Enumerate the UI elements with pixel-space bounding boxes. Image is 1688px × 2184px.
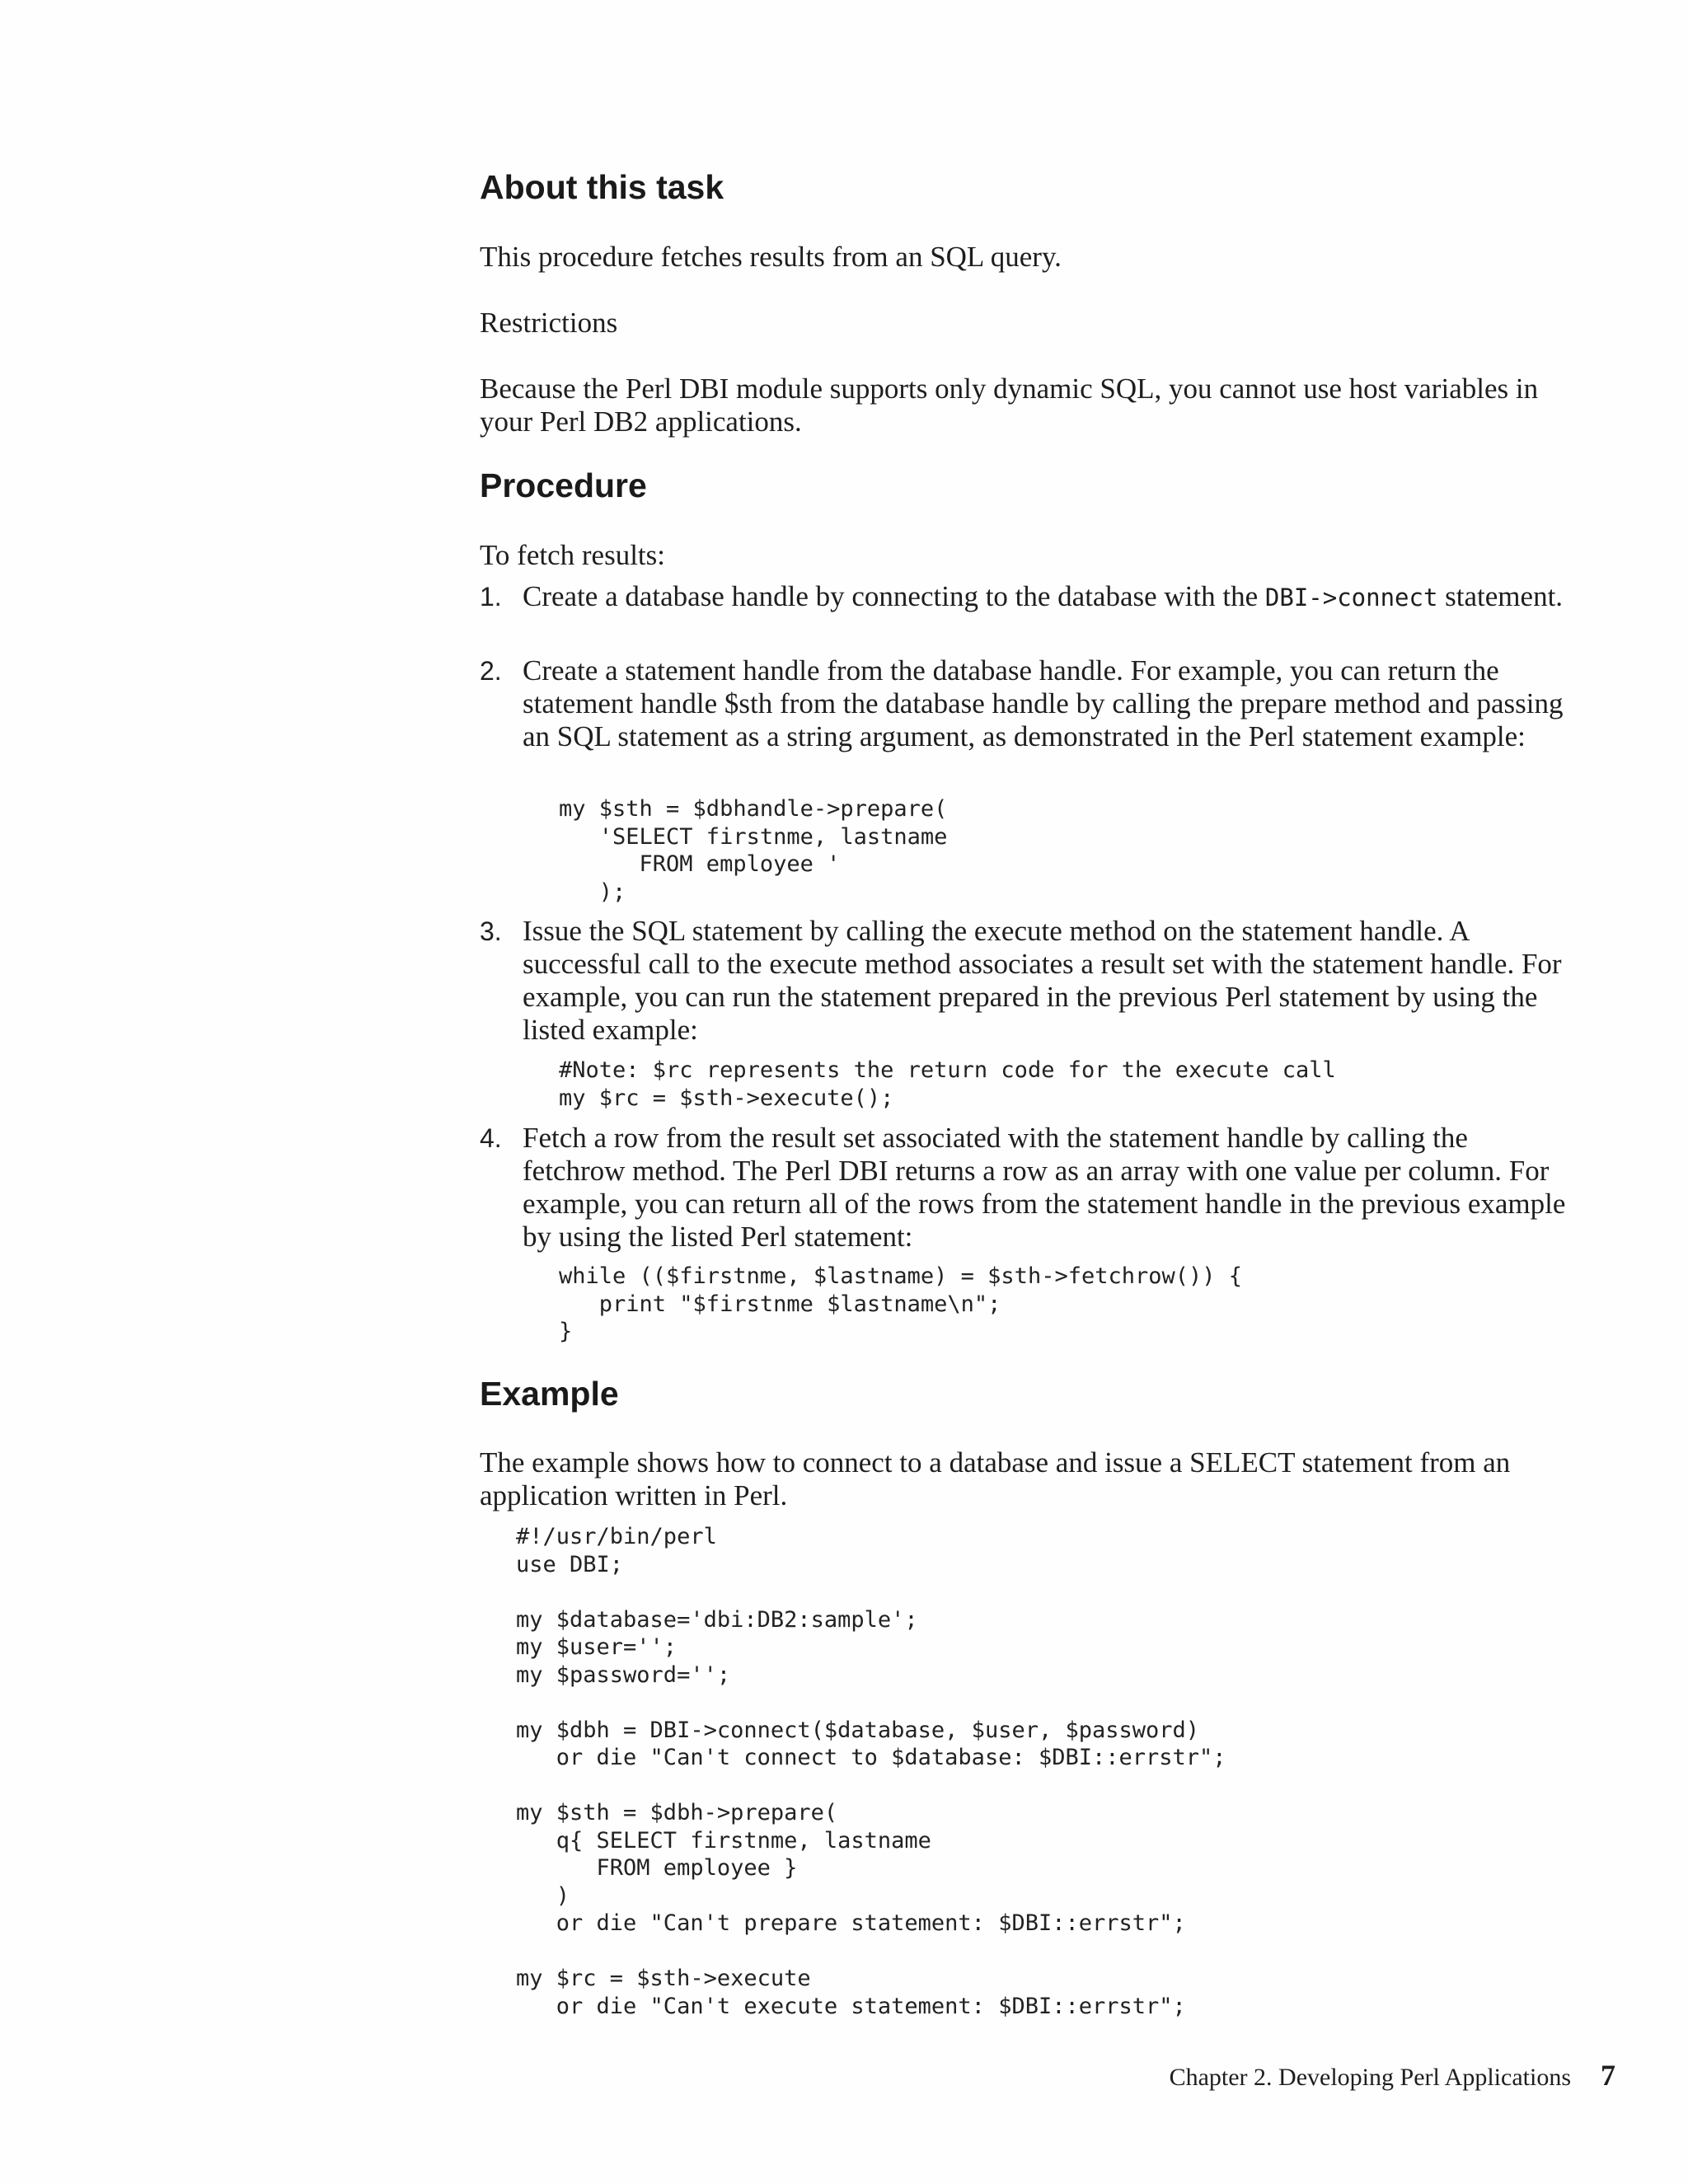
example-text: The example shows how to connect to a database and issue a SELECT statement from an application written in Perl. [480, 1446, 1511, 1511]
about-intro: This procedure fetches results from an SQL query. [480, 241, 1062, 273]
step-number: 1. [480, 582, 502, 612]
page-number: 7 [1601, 2059, 1615, 2092]
step-text-before: Create a database handle by connecting to the database with the [523, 580, 1265, 612]
step-text: Fetch a row from the result set associated with the statement handle by calling the fetchrow method. The Perl DBI returns a row as an array with one value per column. For example, you can return all of the rows from the statement handle in the previous example by using the listed Perl statement: [523, 1122, 1566, 1253]
code-block-example: #!/usr/bin/perl use DBI; my $database='dbi:DB2:sample'; my $user=''; my $password=''; my $dbh = DBI->connect($database, $user, $password) or die "Can't connect to $database: $DBI::errstr"; my $sth = $dbh->prepare( q{ SELECT firstnme, lastname FROM employee } ) or die "Can't prepare statement: $DBI::errstr"; my $rc = $sth->execute or die "Can't execute statement: $DBI::errstr"; [516, 1524, 1226, 2019]
restrictions-label: Restrictions [480, 307, 618, 339]
procedure-lead: To fetch results: [480, 539, 665, 571]
code-block-execute: #Note: $rc represents the return code for the execute call my $rc = $sth->execute(); [559, 1057, 1336, 1111]
procedure-heading: Procedure [480, 466, 647, 504]
about-heading: About this task [480, 168, 724, 206]
code-block-prepare: my $sth = $dbhandle->prepare( 'SELECT firstnme, lastname FROM employee ' ); [559, 796, 948, 905]
restrictions-text: Because the Perl DBI module supports only dynamic SQL, you cannot use host variables in your Perl DB2 applications. [480, 373, 1539, 438]
inline-code: DBI->connect [1264, 583, 1438, 612]
example-heading: Example [480, 1375, 619, 1413]
footer-chapter: Chapter 2. Developing Perl Applications [1169, 2064, 1571, 2091]
step-text: Create a statement handle from the database handle. For example, you can return the statement handle $sth from the database handle by calling the prepare method and passing an SQL statement as a string argument, as demonstrated in the Perl statement example: [523, 654, 1564, 752]
step-number: 2. [480, 656, 502, 686]
step-number: 4. [480, 1123, 502, 1153]
code-block-fetchrow: while (($firstnme, $lastname) = $sth->fetchrow()) { print "$firstnme $lastname\n"; } [559, 1263, 1243, 1344]
step-text [523, 580, 1569, 614]
step-text: Issue the SQL statement by calling the execute method on the statement handle. A successful call to the execute method associates a result set with the statement handle. For example, you can run the statement prepared in the previous Perl statement by using the listed example: [523, 915, 1562, 1046]
step-text-after: statement. [1437, 580, 1564, 612]
page-footer [1170, 2058, 1615, 2093]
step-number: 3. [480, 916, 502, 946]
